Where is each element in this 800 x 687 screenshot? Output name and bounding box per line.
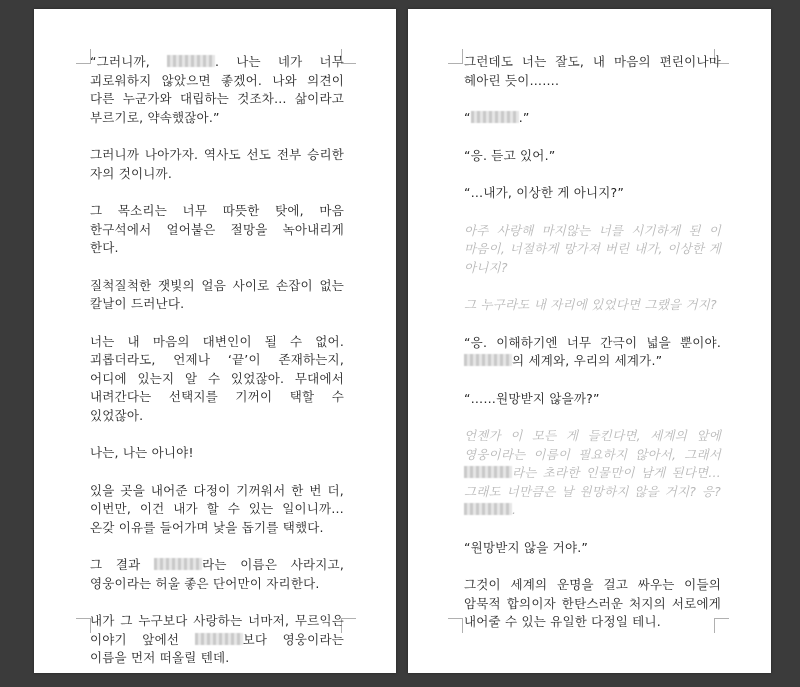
page-body bbox=[464, 53, 721, 651]
paragraph-text: 그 결과 bbox=[90, 557, 155, 572]
paragraph-text: “원망받지 않을 거야.” bbox=[464, 539, 589, 555]
paragraph-text: 그것이 세계의 운명을 걸고 싸우는 이들의 암묵적 합의이자 한탄스러운 처지의 서로에게 내어줄 수 있는 유일한 다정일 테니. bbox=[464, 577, 721, 629]
redacted-name bbox=[167, 55, 215, 67]
redacted-name bbox=[464, 354, 512, 366]
paragraph-text: 보다 영웅이라는 이름을 먼저 떠올릴 텐데. bbox=[90, 631, 344, 665]
paragraph-text: “응. 듣고 있어.” bbox=[464, 147, 556, 163]
paragraph-text: 의 세계와, 우리의 세계가.” bbox=[512, 353, 663, 368]
paragraph bbox=[90, 333, 344, 426]
paragraph-text: “응. 이해하기엔 너무 간극이 넓을 뿐이야. bbox=[464, 334, 721, 350]
paragraph-text: 너는 내 마음의 대변인이 될 수 없어. 괴롭더라도, 언제나 ‘끝’이 존재하는지, 어디에 있는지 알 수 있었잖아. 무대에서 내려간다는 선택지를 기꺼이 택할 수 있었잖아. bbox=[90, 333, 344, 423]
paragraph bbox=[464, 334, 721, 371]
paragraph-text: 라는 초라한 인물만이 남게 된다면… 그래도 너만큼은 날 원망하지 않을 거지? 응? bbox=[464, 465, 721, 499]
document-page-right bbox=[408, 9, 771, 673]
paragraph bbox=[90, 612, 344, 668]
redacted-name bbox=[195, 633, 243, 645]
paragraph bbox=[90, 482, 344, 538]
paragraph bbox=[464, 296, 721, 315]
corner-mark bbox=[76, 49, 91, 64]
paragraph-text: 나는, 나는 아니야! bbox=[90, 445, 194, 460]
redacted-name bbox=[464, 503, 512, 515]
paragraph-text: 언젠가 이 모든 게 들킨다면, 세계의 앞에 영웅이라는 이름이 필요하지 않아서, 그래서 bbox=[464, 428, 721, 462]
redacted-name bbox=[471, 111, 519, 123]
paragraph-text: 내가 그 누구보다 사랑하는 너마저, 무르익은 이야기 앞에선 bbox=[90, 613, 344, 647]
paragraph-text: . 나는 네가 너무 괴로워하지 않았으면 좋겠어. 나와 의견이 다른 누군가와 대립하는 것조차… 삶이라고 부르기로, 약속했잖아.” bbox=[90, 54, 344, 125]
paragraph-text: 아주 사랑해 마지않는 너를 시기하게 된 이 마음이, 너절하게 망가져 버린 내가, 이상한 게 아니지? bbox=[464, 222, 721, 275]
document-page-left bbox=[34, 9, 396, 673]
paragraph bbox=[90, 146, 344, 183]
paragraph bbox=[464, 576, 721, 632]
paragraph-text: 그 목소리는 너무 따뜻한 탓에, 마음 한구석에서 얼어붙은 절망을 녹아내리게 한다. bbox=[90, 203, 344, 255]
paragraph-text: 라는 이름은 사라지고, 영웅이라는 허울 좋은 단어만이 자리한다. bbox=[90, 557, 344, 591]
paragraph bbox=[464, 390, 721, 409]
redacted-name bbox=[154, 558, 202, 570]
paragraph bbox=[464, 222, 721, 278]
paragraph bbox=[464, 427, 721, 520]
paragraph bbox=[90, 444, 344, 463]
paragraph-text: “ bbox=[464, 110, 471, 125]
paragraph bbox=[464, 109, 721, 128]
paragraph bbox=[464, 184, 721, 203]
paragraph bbox=[90, 53, 344, 127]
paragraph-text: 질척질척한 잿빛의 얼음 사이로 손잡이 없는 칼날이 드러난다. bbox=[90, 277, 344, 311]
paragraph bbox=[464, 147, 721, 166]
paragraph bbox=[464, 539, 721, 558]
paragraph-text: 그 누구라도 내 자리에 있었다면 그랬을 거지? bbox=[464, 297, 717, 312]
paragraph bbox=[464, 53, 721, 90]
paragraph bbox=[90, 556, 344, 593]
paragraph bbox=[90, 277, 344, 314]
paragraph-text: .” bbox=[518, 110, 530, 125]
redacted-name bbox=[464, 466, 512, 478]
paragraph-text: 그러니까 나아가자. 역사도 선도 전부 승리한 자의 것이니까. bbox=[90, 147, 344, 181]
page-body bbox=[90, 53, 344, 687]
paragraph-text: 있을 곳을 내어준 다정이 기꺼워서 한 번 더, 이번만, 이건 내가 할 수 있는 일이니까… 온갖 이유를 들어가며 낯을 돕기를 택했다. bbox=[90, 482, 344, 535]
paragraph-text: “그러니까, bbox=[90, 54, 168, 69]
paragraph-text: “……원망받지 않을까?” bbox=[464, 390, 600, 406]
corner-mark bbox=[448, 49, 463, 64]
paragraph bbox=[90, 202, 344, 258]
paragraph-text: “…내가, 이상한 게 아니지?” bbox=[464, 185, 625, 200]
paragraph-text: . bbox=[512, 502, 517, 517]
corner-mark bbox=[448, 618, 463, 633]
paragraph-text: 그런데도 너는 잘도, 내 마음의 편린이나마 헤아린 듯이……. bbox=[464, 54, 721, 88]
corner-mark bbox=[76, 618, 91, 633]
